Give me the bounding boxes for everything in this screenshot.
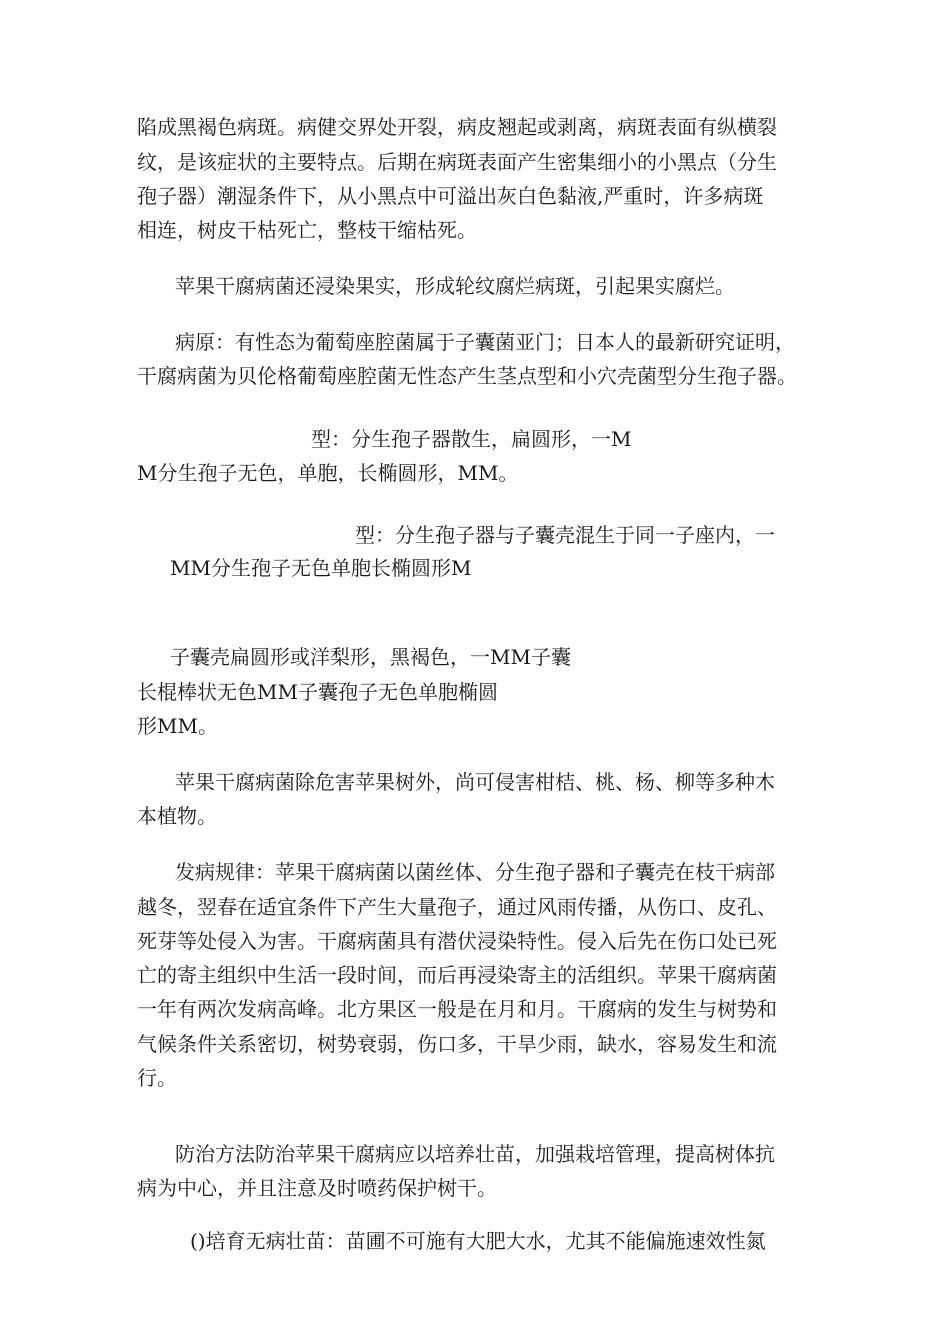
text-line: 长棍棒状无色MM子囊孢子无色单胞椭圆 — [137, 680, 498, 704]
text-line: 形MM。 — [137, 714, 218, 738]
text-line: 纹，是该症状的主要特点。后期在病斑表面产生密集细小的小黑点（分生 — [137, 150, 777, 174]
text-line: M分生孢子无色，单胞，长椭圆形，MM。 — [137, 461, 519, 485]
text-line: 越冬，翌春在适宜条件下产生大量孢子，通过风雨传播，从伤口、皮孔、 — [137, 895, 777, 919]
text-line: 苹果干腐病菌还浸染果实，形成轮纹腐烂病斑，引起果实腐烂。 — [175, 274, 735, 298]
text-line: 型：分生孢子器与子囊壳混生于同一子座内，一 — [355, 523, 775, 547]
text-line: 病为中心，并且注意及时喷药保护树干。 — [137, 1176, 497, 1200]
text-line: 陷成黑褐色病斑。病健交界处开裂，病皮翘起或剥离，病斑表面有纵横裂 — [137, 115, 777, 139]
text-line: 死芽等处侵入为害。干腐病菌具有潜伏浸染特性。侵入后先在伤口处已死 — [137, 929, 777, 953]
text-line: 防治方法防治苹果干腐病应以培养壮苗，加强栽培管理，提高树体抗 — [175, 1142, 775, 1166]
text-line: 子囊壳扁圆形或洋梨形，黑褐色，一MM子囊 — [170, 645, 571, 669]
text-line: 本植物。 — [137, 804, 217, 828]
text-line: 亡的寄主组织中生活一段时间，而后再浸染寄主的活组织。苹果干腐病菌 — [137, 963, 777, 987]
text-line: MM分生孢子无色单胞长椭圆形M — [170, 556, 472, 580]
text-line: 型：分生孢子器散生，扁圆形，一M — [311, 427, 632, 451]
text-line: 发病规律：苹果干腐病菌以菌丝体、分生孢子器和子囊壳在枝干病部 — [175, 860, 775, 884]
text-line: 气候条件关系密切，树势衰弱，伤口多，干旱少雨，缺水，容易发生和流 — [137, 1032, 777, 1056]
text-line: ()培育无病壮苗：苗圃不可施有大肥大水，尤其不能偏施速效性氮 — [190, 1229, 766, 1253]
text-line: 干腐病菌为贝伦格葡萄座腔菌无性态产生茎点型和小穴壳菌型分生孢子器。 — [137, 364, 797, 388]
text-line: 行。 — [137, 1066, 177, 1090]
text-line: 相连，树皮干枯死亡，整枝干缩枯死。 — [137, 218, 477, 242]
text-line: 苹果干腐病菌除危害苹果树外，尚可侵害柑桔、桃、杨、柳等多种木 — [175, 770, 775, 794]
text-line: 病原：有性态为葡萄座腔菌属于子囊菌亚门；日本人的最新研究证明， — [175, 330, 795, 354]
text-line: 一年有两次发病高峰。北方果区一般是在月和月。干腐病的发生与树势和 — [137, 997, 777, 1021]
text-line: 孢子器）潮湿条件下，从小黑点中可溢出灰白色黏液,严重时，许多病斑 — [137, 184, 764, 208]
